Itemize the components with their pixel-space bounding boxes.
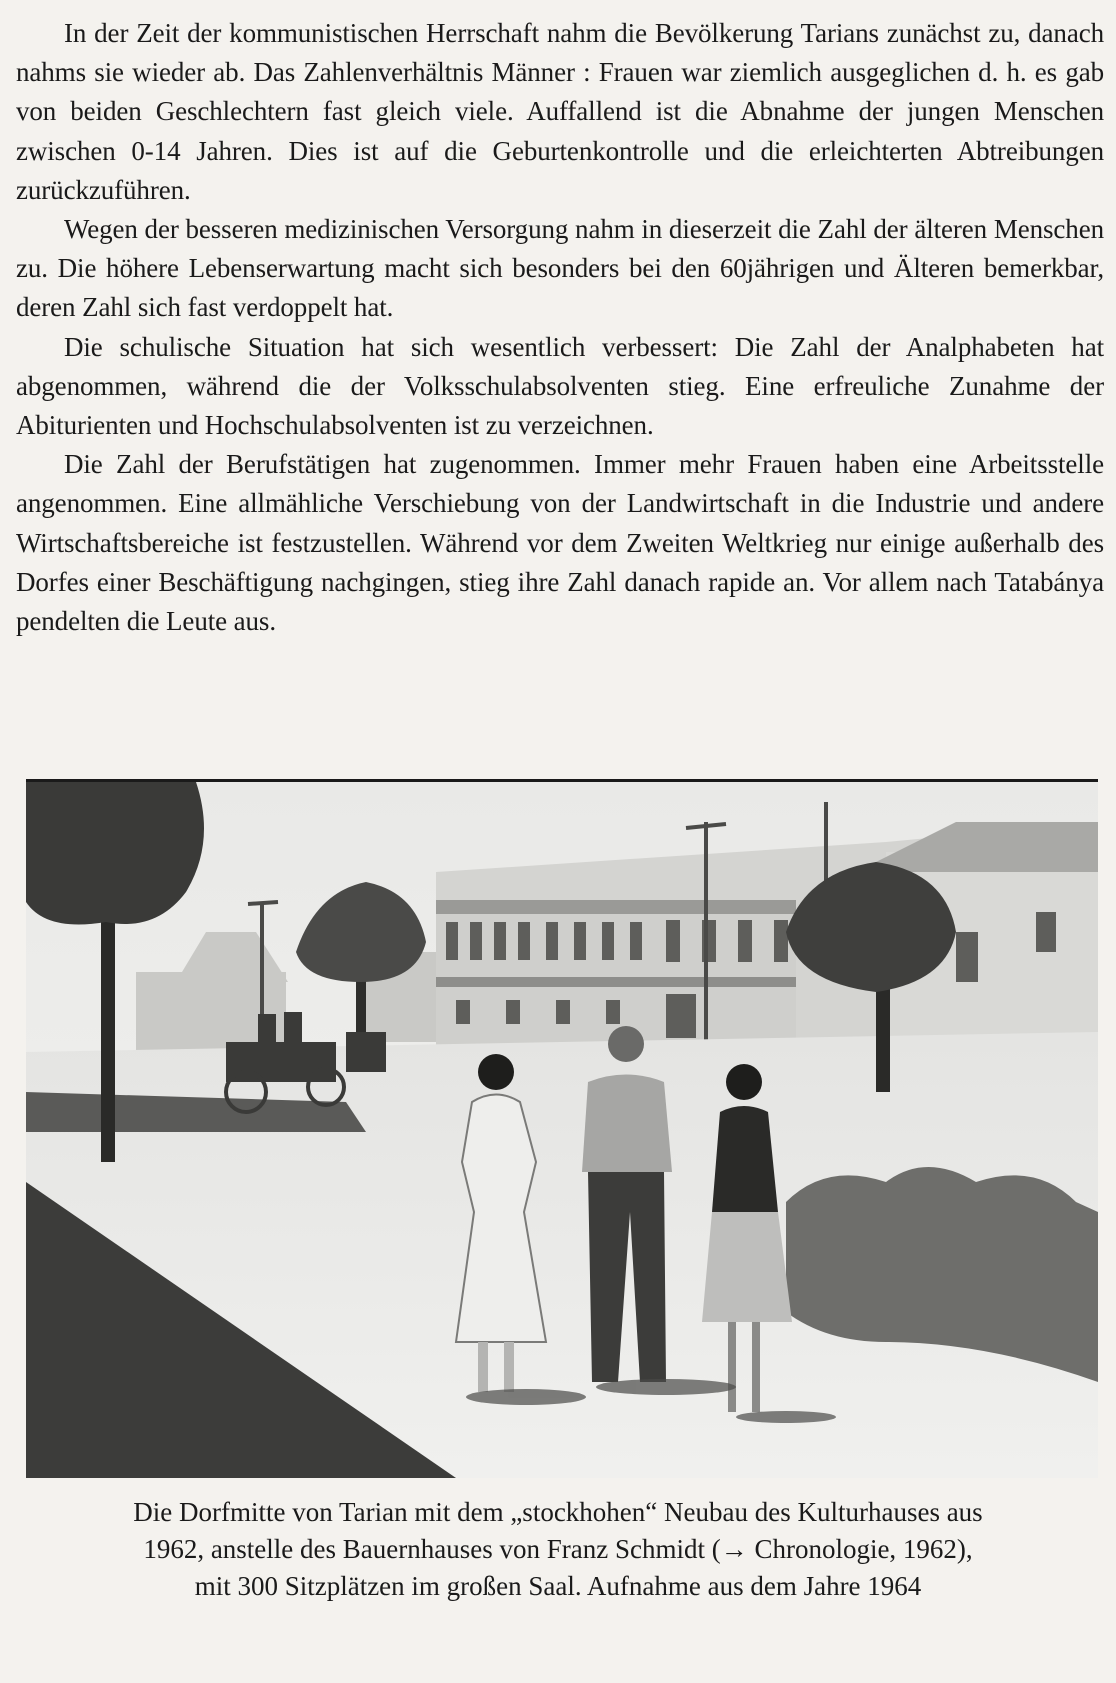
paragraph-employment: Die Zahl der Berufstätigen hat zugenommen. Immer mehr Frauen haben eine Arbeitsstelle angenommen. Eine allmähliche Verschiebung von der Landwirtschaft in die Industrie und andere Wirtschaftsbereiche ist festzustellen. Während vor dem Zweiten Weltkrieg nur einige außerhalb des Dorfes einer Beschäftigung nachgingen, stieg ihre Zahl danach rapide an. Vor allem nach Tatabánya pendelten die Leute aus. bbox=[16, 449, 1104, 637]
paragraph-population: In der Zeit der kommunistischen Herrschaft nahm die Bevölkerung Tarians zunächst zu, danach nahms sie wieder ab. Das Zahlenverhältnis Männer : Frauen war ziemlich ausgeglichen d. h. es gab von beiden Geschlechtern fast gleich viele. Auffallend ist die Abnahme der jungen Menschen zwischen 0-14 Jahren. Dies ist auf die Geburtenkontrolle und die erleichterten Abtreibungen zurückzuführen. bbox=[16, 18, 1104, 205]
body-text bbox=[16, 14, 1104, 641]
caption-line-3: mit 300 Sitzplätzen im großen Saal. Aufnahme aus dem Jahre 1964 bbox=[194, 1571, 922, 1601]
photo-drawing bbox=[26, 782, 1098, 1478]
paragraph-education: Die schulische Situation hat sich wesentlich verbessert: Die Zahl der Analphabeten hat abgenommen, während die der Volksschulabsolventen stieg. Eine erfreuliche Zunahme der Abiturienten und Hochschulabsolventen ist zu verzeichnen. bbox=[16, 331, 1104, 441]
paragraph-elderly: Wegen der besseren medizinischen Versorgung nahm in dieserzeit die Zahl der älteren Menschen zu. Die höhere Lebenserwartung macht sich besonders bei den 60jährigen und Älteren bemerkbar, deren Zahl sich fast verdoppelt hat. bbox=[16, 214, 1104, 323]
village-center-photo bbox=[26, 782, 1098, 1478]
caption-line-1: Die Dorfmitte von Tarian mit dem „stockhohen“ Neubau des Kulturhauses aus bbox=[133, 1497, 983, 1527]
caption-line-2: 1962, anstelle des Bauernhauses von Franz Schmidt (→ Chronologie, 1962), bbox=[143, 1534, 973, 1564]
photo-caption bbox=[20, 1494, 1096, 1605]
